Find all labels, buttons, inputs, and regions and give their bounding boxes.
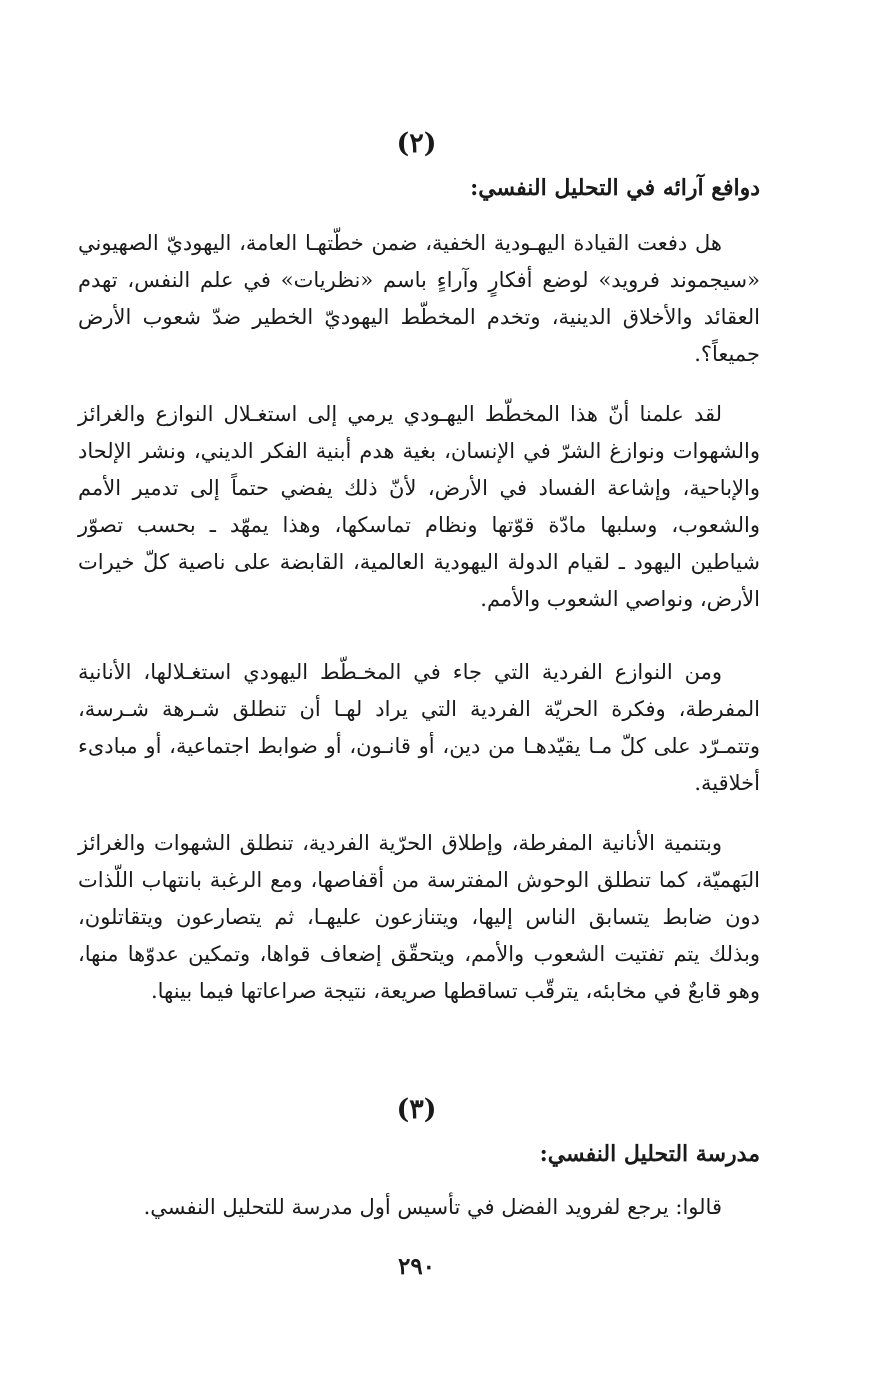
section-number-3: (٣) (396, 1094, 437, 1125)
paragraph-1: هل دفعت القيادة اليهـودية الخفية، ضمن خطّتهـا العامة، اليهوديّ الصهيوني «سيجموند فرويد» لوضع أفكارٍ وآراءٍ باسم «نظريات» في علم النفس، تهدم العقائد والأخلاق الدينية، وتخدم المخطّط اليهوديّ الخطير ضدّ شعوب الأرض جميعاً؟. (78, 231, 760, 366)
paragraph-3: ومن النوازع الفردية التي جاء في المخـطّط اليهودي استغـلالها، الأنانية المفرطة، وفكرة الحريّة الفردية التي يراد لهـا أن تنطلق شـرهة شـرسة، وتتمـرّد على كلّ مـا يقيّدهـا من دين، أو قانـون، أو ضوابط اجتماعية، أو مبادىء أخلاقية. (78, 660, 760, 795)
page-number: ٢٩٠ (397, 1253, 436, 1280)
paragraph-4: وبتنمية الأنانية المفرطة، وإطلاق الحرّية الفردية، تنطلق الشهوات والغرائز البَهميّة، كما تنطلق الوحوش المفترسة من أقفاصها، ومع الرغبة بانتهاب اللّذات دون ضابط يتسابق الناس إليها، ويتنازعون عليهـا، ثم يتصارعون ويتقاتلون، وبذلك يتم تفتيت الشعوب والأمم، ويتحقّق إضعاف قواها، وتمكين عدوّها منها، وهو قابعٌ في مخابئه، يترقّب تساقطها صريعة، نتيجة صراعاتها فيما بينها. (78, 831, 760, 1003)
section-2-body-3 (78, 654, 760, 802)
section-number-2: (٢) (396, 128, 437, 159)
section-3-body (78, 1189, 760, 1226)
section-2-body-4 (78, 825, 760, 1010)
section-heading-motives: دوافع آرائه في التحليل النفسي: (470, 175, 760, 201)
paragraph-2: لقد علمنا أنّ هذا المخطّط اليهـودي يرمي إلى استغـلال النوازع والغرائز والشهوات ونوازغ الشرّ في الإنسان، بغية هدم أبنية الفكر الديني، ونشر الإلحاد والإباحية، وإشاعة الفساد في الأرض، لأنّ ذلك يفضي حتماً إلى تدمير الأمم والشعوب، وسلبها مادّة قوّتها ونظام تماسكها، وهذا يمهّد ـ بحسب تصوّر شياطين اليهود ـ لقيام الدولة اليهودية العالمية، القابضة على ناصية كلّ خيرات الأرض، ونواصي الشعوب والأمم. (78, 402, 760, 611)
paragraph-5: قالوا: يرجع لفرويد الفضل في تأسيس أول مدرسة للتحليل النفسي. (143, 1195, 722, 1219)
section-heading-school: مدرسة التحليل النفسي: (539, 1141, 760, 1167)
section-2-body (78, 225, 760, 373)
section-2-body-2 (78, 396, 760, 618)
